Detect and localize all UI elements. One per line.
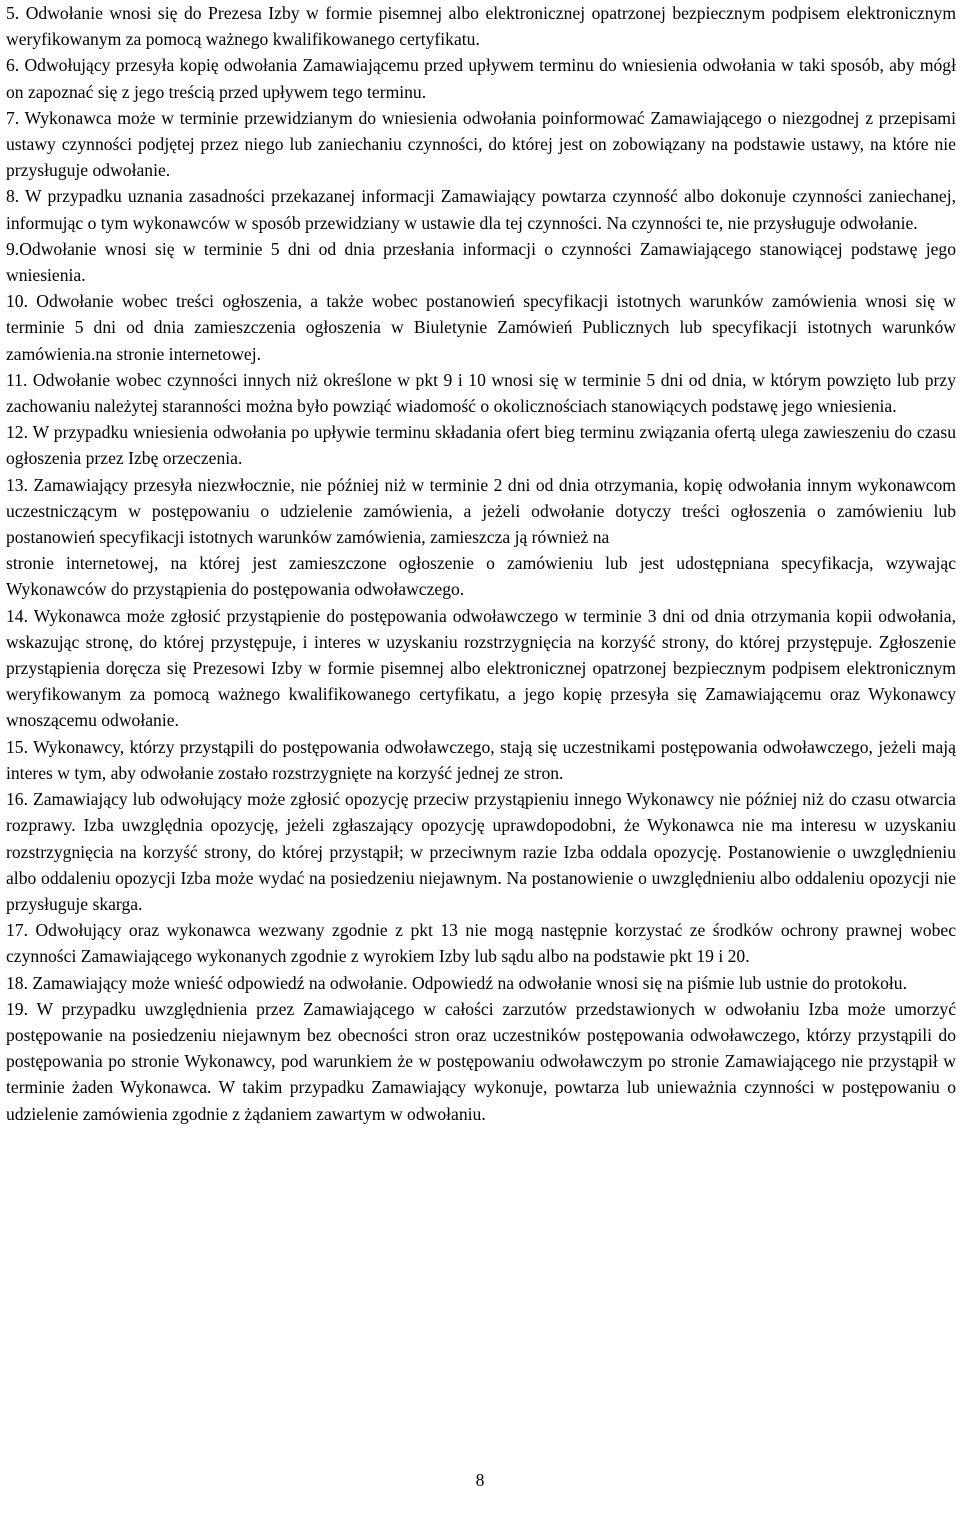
paragraph-19: 19. W przypadku uwzględnienia przez Zamawiającego w całości zarzutów przedstawionych w odwołaniu Izba może umorzyć postępowanie na posiedzeniu niejawnym bez obecności stron oraz uczestników postępowania odwoławczego, którzy przystąpili do postępowania po stronie Wykonawcy, pod warunkiem że w postępowaniu odwoławczym po stronie Zamawiającego nie przystąpił w terminie żaden Wykonawca. W takim przypadku Zamawiający wykonuje, powtarza lub unieważnia czynności w postępowaniu o udzielenie zamówienia zgodnie z żądaniem zawartym w odwołaniu. [6,998,956,1124]
paragraph-13-continuation: stronie internetowej, na której jest zamieszczone ogłoszenie o zamówieniu lub jest udostępniana specyfikacja, wzywając Wykonawców do przystąpienia do postępowania odwoławczego. [6,553,956,600]
paragraph-5: 5. Odwołanie wnosi się do Prezesa Izby w formie pisemnej albo elektronicznej opatrzonej bezpiecznym podpisem elektronicznym weryfikowanym za pomocą ważnego kwalifikowanego certyfikatu. [6,3,956,50]
paragraph-8: 8. W przypadku uznania zasadności przekazanej informacji Zamawiający powtarza czynność albo dokonuje czynności zaniechanej, informując o tym wykonawców w sposób przewidziany w ustawie dla tej czynności. Na czynności te, nie przysługuje odwołanie. [6,186,956,233]
paragraph-9: 9.Odwołanie wnosi się w terminie 5 dni od dnia przesłania informacji o czynności Zamawiającego stanowiącej podstawę jego wniesienia. [6,238,956,286]
page-number: 8 [475,1470,485,1490]
paragraph-14: 14. Wykonawca może zgłosić przystąpienie do postępowania odwoławczego w terminie 3 dni od dnia otrzymania kopii odwołania, wskazując stronę, do której przystępuje, i interes w uzyskaniu rozstrzygnięcia na korzyść strony, do której przystępuje. Zgłoszenie przystąpienia doręcza się Prezesowi Izby w formie pisemnej albo elektronicznej opatrzonej bezpiecznym podpisem elektronicznym weryfikowanym za pomocą ważnego kwalifikowanego certyfikatu, a jego kopię przesyła się Zamawiającemu oraz Wykonawcy wnoszącemu odwołanie. [6,605,956,731]
paragraph-6: 6. Odwołujący przesyła kopię odwołania Zamawiającemu przed upływem terminu do wniesienia odwołania w taki sposób, aby mógł on zapoznać się z jego treścią przed upływem tego terminu. [6,55,956,102]
paragraph-16: 16. Zamawiający lub odwołujący może zgłosić opozycję przeciw przystąpieniu innego Wykonawcy nie później niż do czasu otwarcia rozprawy. Izba uwzględnia opozycję, jeżeli zgłaszający opozycję uprawdopodobni, że Wykonawca nie ma interesu w uzyskaniu rozstrzygnięcia na korzyść strony, do której przystąpił; w przeciwnym razie Izba oddala opozycję. Postanowienie o uwzględnieniu albo oddaleniu opozycji Izba może wydać na posiedzeniu niejawnym. Na postanowienie o uwzględnieniu albo oddaleniu opozycji nie przysługuje skarga. [6,789,956,914]
paragraph-13: 13. Zamawiający przesyła niezwłocznie, nie później niż w terminie 2 dni od dnia otrzymania, kopię odwołania innym wykonawcom uczestniczącym w postępowaniu o udzielenie zamówienia, a jeżeli odwołanie dotyczy treści ogłoszenia o zamówieniu lub postanowień specyfikacji istotnych warunków zamówienia, zamieszcza ją również na [6,474,956,548]
paragraph-11: 11. Odwołanie wobec czynności innych niż określone w pkt 9 i 10 wnosi się w terminie 5 dni od dnia, w którym powzięto lub przy zachowaniu należytej staranności można było powziąć wiadomość o okolicznościach stanowiących podstawę jego wniesienia. [6,369,956,417]
paragraph-12: 12. W przypadku wniesienia odwołania po upływie terminu składania ofert bieg terminu związania ofertą ulega zawieszeniu do czasu ogłoszenia przez Izbę orzeczenia. [6,422,956,469]
paragraph-17: 17. Odwołujący oraz wykonawca wezwany zgodnie z pkt 13 nie mogą następnie korzystać ze środków ochrony prawnej wobec czynności Zamawiającego wykonanych zgodnie z wyrokiem Izby lub sądu albo na podstawie pkt 19 i 20. [6,920,956,967]
paragraph-10: 10. Odwołanie wobec treści ogłoszenia, a także wobec postanowień specyfikacji istotnych warunków zamówienia wnosi się w terminie 5 dni od dnia zamieszczenia ogłoszenia w Biuletynie Zamówień Publicznych lub specyfikacji istotnych warunków zamówienia.na stronie internetowej. [6,291,956,364]
paragraph-15: 15. Wykonawcy, którzy przystąpili do postępowania odwoławczego, stają się uczestnikami postępowania odwoławczego, jeżeli mają interes w tym, aby odwołanie zostało rozstrzygnięte na korzyść jednej ze stron. [6,736,956,783]
paragraph-18: 18. Zamawiający może wnieść odpowiedź na odwołanie. Odpowiedź na odwołanie wnosi się na piśmie lub ustnie do protokołu. [6,972,907,993]
paragraph-7: 7. Wykonawca może w terminie przewidzianym do wniesienia odwołania poinformować Zamawiającego o niezgodnej z przepisami ustawy czynności podjętej przez niego lub zaniechaniu czynności, do której jest on zobowiązany na podstawie ustawy, na które nie przysługuje odwołanie. [6,107,956,181]
document-body [6,0,956,1127]
